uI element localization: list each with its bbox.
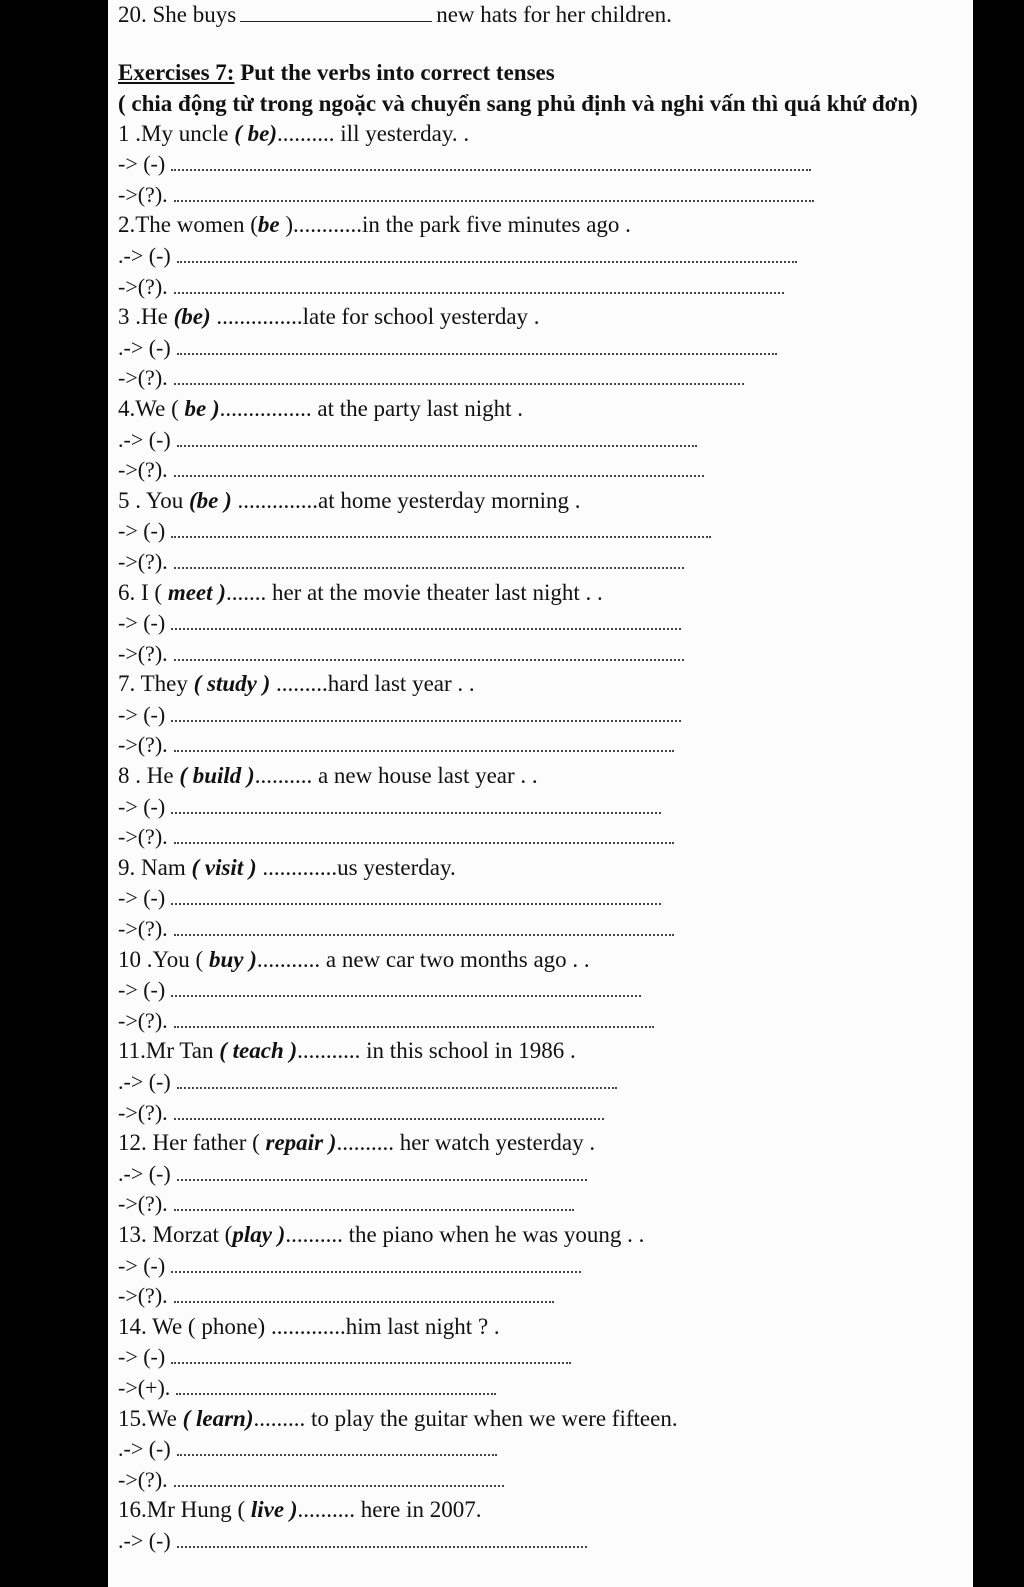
answer-dotted-line[interactable] [177,1438,497,1456]
question-answer-line[interactable] [118,547,963,578]
negative-answer-line[interactable] [118,1159,963,1190]
exercise-question [118,1128,963,1159]
answer-label: -> (-) [118,610,166,636]
answer-dotted-line[interactable] [174,551,684,569]
question-verb: ( be) [234,120,278,146]
question-blank: ............. [256,854,338,880]
exercise-question [118,1220,963,1251]
exercise-title [118,58,963,89]
answer-label: ->(?). [118,1007,168,1033]
answer-label: ->(?). [118,365,168,391]
question-blank: .............. [231,487,318,513]
question-blank: ............. [270,1313,346,1339]
answer-label: -> (-) [118,1344,166,1370]
answer-label: ->(?). [118,916,168,942]
answer-dotted-line[interactable] [176,1377,496,1395]
answer-label: ->(?). [118,824,168,850]
question-pre: 6. I ( [118,579,168,605]
answer-label: ->(?). [118,1099,168,1125]
question-blank: .......... [254,763,313,789]
question-pre: 15.We [118,1405,183,1431]
answer-dotted-line[interactable] [177,429,697,447]
question-pre: 5 . You [118,487,189,513]
question-pre: 3 .He [118,304,174,330]
question-answer-line[interactable] [118,822,963,853]
question-post: her watch yesterday . [393,1130,596,1156]
negative-answer-line[interactable] [118,1434,963,1465]
answer-dotted-line[interactable] [171,1346,571,1364]
negative-answer-line[interactable] [118,241,963,272]
answer-dotted-line[interactable] [171,153,811,171]
question-post: in this school in 1986 . [360,1038,576,1064]
question-answer-line[interactable] [118,1189,963,1220]
negative-answer-line[interactable] [118,883,963,914]
exercise-question [118,486,963,517]
answer-dotted-line[interactable] [171,887,661,905]
question-verb: ( visit ) [191,854,257,880]
question-pre: 4.We ( [118,395,185,421]
answer-dotted-line[interactable] [174,184,814,202]
question-post: here in 2007. [355,1497,482,1523]
question-pre: 9. Nam [118,854,192,880]
answer-dotted-line[interactable] [174,1469,504,1487]
question-verb: repair ) [265,1130,337,1156]
answer-label: .-> (-) [118,1527,171,1553]
question-pre: 13. Morzat ( [118,1221,233,1247]
answer-dotted-line[interactable] [177,337,777,355]
exercise-question [118,119,963,150]
question-blank: .......... [277,120,335,146]
negative-answer-line[interactable] [118,149,963,180]
answer-label: .-> (-) [118,1160,171,1186]
answer-dotted-line[interactable] [177,1071,617,1089]
answer-label: -> (-) [118,793,166,819]
question-post: the piano when he was young . . [342,1221,645,1247]
question-verb: ( learn) [182,1405,254,1431]
question-answer-line[interactable] [118,1373,963,1404]
exercise-items [118,119,963,1557]
answer-label: ->(?). [118,640,168,666]
answer-label: -> (-) [118,977,166,1003]
answer-dotted-line[interactable] [177,245,797,263]
question-blank: .......... [297,1497,355,1523]
question-verb: ( build ) [179,763,255,789]
question-answer-line[interactable] [118,272,963,303]
question-pre: 10 .You ( [118,946,209,972]
negative-answer-line[interactable] [118,608,963,639]
exercise-question [118,394,963,425]
question-answer-line[interactable] [118,1281,963,1312]
answer-label: ->(?). [118,1466,168,1492]
question-post: a new house last year . . [312,763,538,789]
intro-after: new hats for her children. [436,2,672,27]
question-post: hard last year . . [327,671,475,697]
question-pre: 2.The women ( [118,212,258,238]
question-answer-line[interactable] [118,363,963,394]
question-post: at the party last night . [311,395,524,421]
negative-answer-line[interactable] [118,700,963,731]
answer-label: .-> (-) [118,242,171,268]
answer-dotted-line[interactable] [174,1102,604,1120]
intro-before: She buys [152,2,237,27]
answer-dotted-line[interactable] [171,979,641,997]
question-verb: be ) [184,395,220,421]
question-verb: buy ) [208,946,257,972]
answer-dotted-line[interactable] [174,918,674,936]
answer-dotted-line[interactable] [171,612,681,630]
answer-dotted-line[interactable] [174,367,744,385]
exercise-question [118,853,963,884]
answer-label: -> (-) [118,701,166,727]
exercise-question [118,761,963,792]
negative-answer-line[interactable] [118,333,963,364]
answer-label: .-> (-) [118,334,171,360]
question-post: her at the movie theater last night . . [266,579,603,605]
answer-label: .-> (-) [118,1436,171,1462]
answer-dotted-line[interactable] [171,1255,581,1273]
answer-label: ->(+). [118,1374,171,1400]
question-post: a new car two months ago . . [320,946,590,972]
question-post: late for school yesterday . [302,304,540,330]
exercise-question [118,669,963,700]
question-blank: ........... [256,946,321,972]
intro-number: 20. [118,2,147,27]
question-pre: 12. Her father ( [118,1130,266,1156]
question-pre: 11.Mr Tan [118,1038,220,1064]
exercise-question [118,1495,963,1526]
exercise-question [118,1404,963,1435]
intro-sentence [118,0,963,30]
question-blank: ....... [225,579,267,605]
question-pre: 1 .My uncle [118,120,235,146]
question-blank: ........... [297,1038,361,1064]
answer-label: ->(?). [118,273,168,299]
answer-dotted-line[interactable] [174,1193,574,1211]
exercise-instruction: ( chia động từ trong ngoặc và chuyển sang phủ định và nghi vấn thì quá khứ đơn) [118,90,918,116]
question-pre: 7. They [118,671,194,697]
question-post: at home yesterday morning . [318,487,581,513]
answer-dotted-line[interactable] [174,1010,654,1028]
question-post: him last night ? . [345,1313,500,1339]
exercise-title-label: Exercises 7: [118,60,235,85]
intro-blank [240,1,432,22]
question-blank: .......... [285,1221,343,1247]
exercise-title-text: Put the verbs into correct tenses [234,60,555,85]
question-blank: )............ [279,212,363,238]
question-verb: (be) [173,304,211,330]
question-post: to play the guitar when we were fifteen. [305,1405,678,1431]
answer-label: ->(?). [118,457,168,483]
answer-dotted-line[interactable] [174,1285,554,1303]
answer-dotted-line[interactable] [174,276,784,294]
answer-dotted-line[interactable] [177,1530,587,1548]
answer-label: ->(?). [118,1283,168,1309]
question-pre: 14. We ( phone) [118,1313,271,1339]
answer-label: ->(?). [118,181,168,207]
answer-label: .-> (-) [118,1069,171,1094]
question-answer-line[interactable] [118,455,963,486]
negative-answer-line[interactable] [118,425,963,456]
question-answer-line[interactable] [118,914,963,945]
question-post: ill yesterday. . [334,120,470,146]
question-answer-line[interactable] [118,639,963,670]
question-answer-line[interactable] [118,180,963,211]
question-blank: .......... [336,1130,394,1156]
negative-answer-line[interactable] [118,1067,963,1098]
exercise-question [118,1036,963,1067]
answer-label: ->(?). [118,1191,168,1217]
negative-answer-line[interactable] [118,1342,963,1373]
answer-dotted-line[interactable] [174,826,674,844]
question-post: in the park five minutes ago . [362,212,631,238]
answer-label: ->(?). [118,548,168,574]
question-blank: ......... [253,1405,306,1431]
question-answer-line[interactable] [118,1465,963,1496]
answer-dotted-line[interactable] [174,459,704,477]
exercise-question [118,578,963,609]
question-answer-line[interactable] [118,1098,963,1129]
answer-label: ->(?). [118,732,168,758]
worksheet-content [118,0,963,1557]
answer-dotted-line[interactable] [174,734,674,752]
question-answer-line[interactable] [118,1006,963,1037]
exercise-question [118,302,963,333]
exercise-question [118,210,963,241]
negative-answer-line[interactable] [118,792,963,823]
exercise-question [118,945,963,976]
answer-label: .-> (-) [118,426,171,452]
exercise-question [118,1312,963,1343]
question-verb: ( teach ) [219,1038,298,1064]
question-verb: live ) [250,1497,298,1523]
answer-dotted-line[interactable] [171,796,661,814]
question-verb: (be ) [188,487,232,513]
question-pre: 16.Mr Hung ( [118,1497,251,1523]
question-verb: play ) [232,1221,286,1247]
answer-dotted-line[interactable] [177,1163,587,1181]
answer-dotted-line[interactable] [171,704,681,722]
negative-answer-line[interactable] [118,975,963,1006]
answer-dotted-line[interactable] [171,520,711,538]
question-verb: ( study ) [193,671,271,697]
negative-answer-line[interactable] [118,516,963,547]
answer-dotted-line[interactable] [174,643,684,661]
answer-label: -> (-) [118,518,166,544]
question-blank: ............... [210,304,303,330]
negative-answer-line[interactable] [118,1251,963,1282]
answer-label: -> (-) [118,1252,166,1278]
question-blank: ................ [219,395,312,421]
question-blank: ......... [270,671,328,697]
question-post: us yesterday. [337,854,456,880]
question-verb: meet ) [167,579,226,605]
answer-label: -> (-) [118,885,166,911]
question-verb: be [257,212,280,238]
question-pre: 8 . He [118,763,180,789]
worksheet-page [108,0,973,1587]
question-answer-line[interactable] [118,730,963,761]
negative-answer-line[interactable] [118,1526,963,1557]
answer-label: -> (-) [118,151,166,177]
